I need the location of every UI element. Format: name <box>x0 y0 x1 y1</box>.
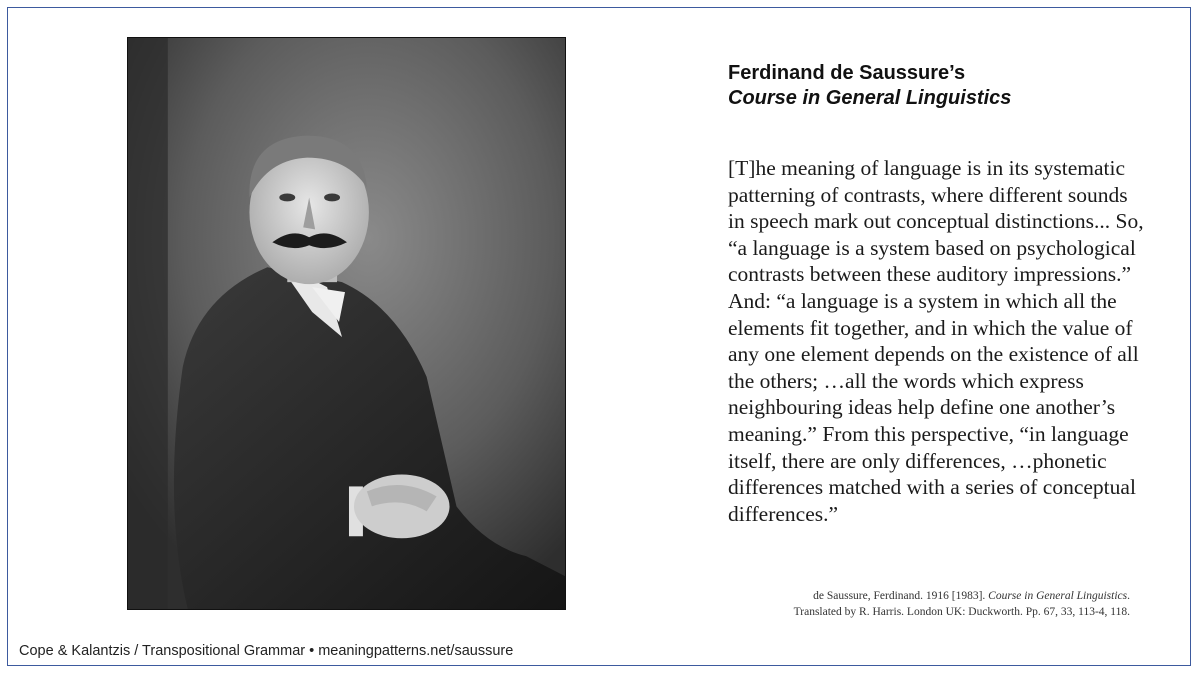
portrait-photo <box>127 37 566 610</box>
quote-text: [T]he meaning of language is in its systematic patterning of contrasts, where different sounds in speech mark out conceptual distinctions... So, “a language is a system based on psychological contrasts between these auditory impressions.” And: “a language is a system in which all the elements fit together, and in which the value of any one element depends on the existence of all the others; …all the words which express neighbouring ideas help define one another’s meaning.” From this perspective, “in language itself, there are only differences, …phonetic differences matched with a series of conceptual differences.” <box>728 156 1144 526</box>
citation <box>794 588 1130 620</box>
title-line-1: Ferdinand de Saussure’s <box>728 62 966 84</box>
citation-line-1 <box>794 588 1130 604</box>
title-line-2: Course in General Linguistics <box>728 87 1012 109</box>
citation-period: . <box>1127 590 1130 602</box>
citation-line-2: Translated by R. Harris. London UK: Duckworth. Pp. 67, 33, 113-4, 118. <box>793 606 1130 618</box>
slide-title <box>728 61 1011 111</box>
citation-book-title: Course in General Linguistics <box>988 590 1128 602</box>
citation-author-year: de Saussure, Ferdinand. 1916 [1983]. <box>813 590 989 602</box>
footer-credit: Cope & Kalantzis / Transpositional Grammar • meaningpatterns.net/saussure <box>19 643 514 659</box>
